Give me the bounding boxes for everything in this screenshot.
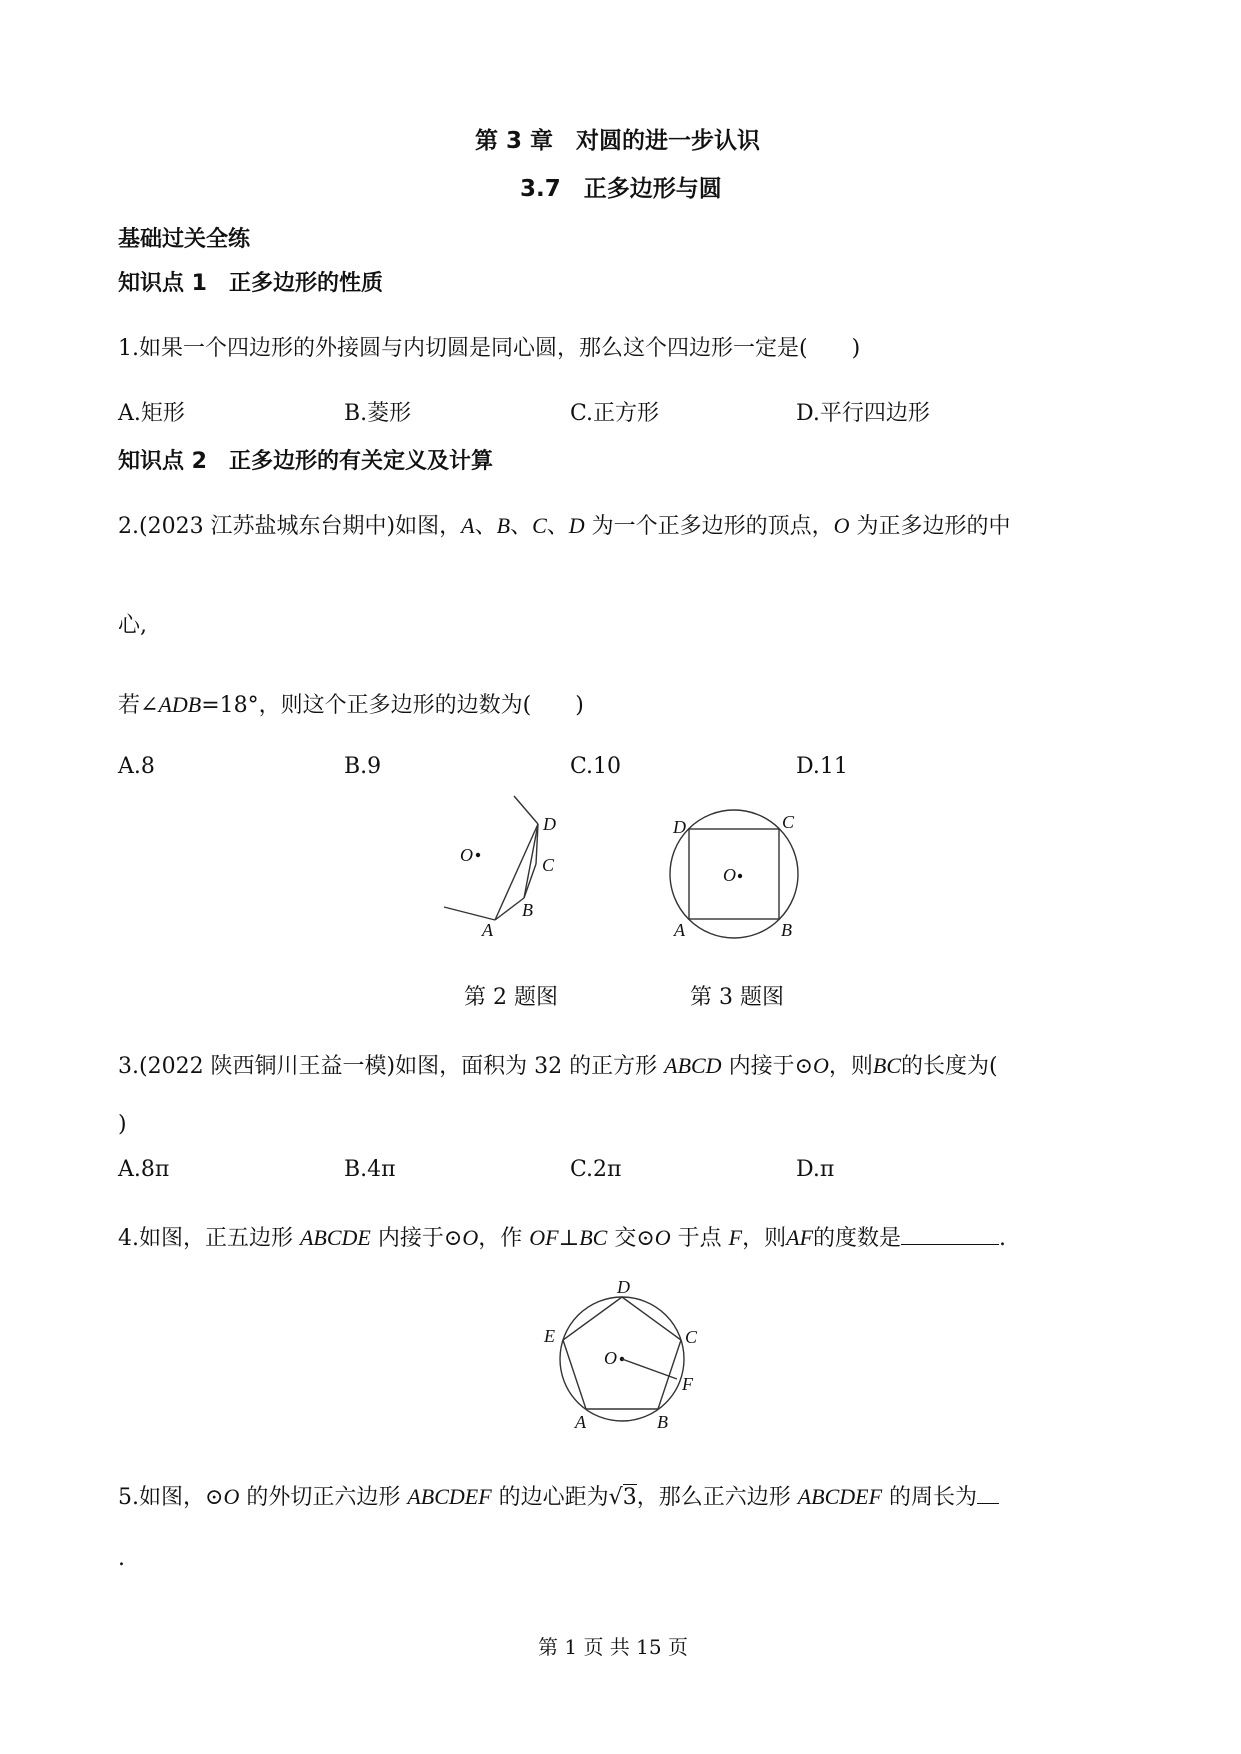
- figure-4-inscribed-pentagon: [540, 1278, 720, 1438]
- q3-option-a: A.8π: [118, 1157, 170, 1182]
- question-4-text: 4.如图，正五边形 ABCDE 内接于⊙O，作 OF⊥BC 交⊙O 于点 F，则AF的度数是 .: [118, 1221, 1006, 1252]
- fig4-label-f: F: [682, 1374, 693, 1394]
- q1-option-a: A.矩形: [118, 401, 185, 426]
- fig4-label-e: E: [544, 1326, 555, 1346]
- knowledge-point-2: 知识点 2 正多边形的有关定义及计算: [118, 449, 493, 474]
- figure-3-inscribed-square: [660, 800, 810, 950]
- question-1-text: 1.如果一个四边形的外接圆与内切圆是同心圆，那么这个四边形一定是( ): [118, 336, 861, 361]
- practice-title: 基础过关全练: [118, 227, 251, 252]
- figure-2-polygon-diagram: [440, 790, 580, 940]
- q2-option-b: B.9: [344, 754, 382, 779]
- fig3-label-a: A: [674, 920, 685, 940]
- question-3-line-2: ): [118, 1112, 127, 1137]
- question-2-line-3: 若∠ADB=18°，则这个正多边形的边数为( ): [118, 692, 584, 718]
- q1-option-d: D.平行四边形: [796, 401, 930, 426]
- question-3-line-1: 3.(2022 陕西铜川王益一模)如图，面积为 32 的正方形 ABCD 内接于⊙O，则BC的长度为(: [118, 1053, 998, 1079]
- page-footer: 第 1 页 共 15 页: [538, 1635, 688, 1659]
- q3-option-c: C.2π: [570, 1157, 622, 1182]
- q3-option-d: D.π: [796, 1157, 835, 1182]
- fig3-label-d: D: [673, 817, 686, 837]
- question-2-line-1: 2.(2023 江苏盐城东台期中)如图，A、B、C、D 为一个正多边形的顶点，O 为正多边形的中: [118, 513, 1011, 539]
- chapter-title: 第 3 章 对圆的进一步认识: [475, 128, 761, 154]
- fig3-label-o: O: [723, 865, 736, 885]
- fig2-label-c: C: [542, 855, 555, 875]
- fig2-label-a: A: [482, 920, 493, 940]
- q1-option-c: C.正方形: [570, 401, 660, 426]
- question-5-line-2: .: [118, 1546, 125, 1571]
- q2-option-a: A.8: [118, 754, 155, 779]
- sqrt-radicand: 3: [622, 1485, 637, 1510]
- fig4-label-d: D: [617, 1278, 630, 1297]
- fig4-label-c: C: [685, 1327, 698, 1347]
- knowledge-point-1: 知识点 1 正多边形的性质: [118, 271, 383, 296]
- answer-blank: [901, 1222, 999, 1245]
- arc-bc: BC: [872, 1053, 902, 1078]
- q1-option-b: B.菱形: [344, 401, 412, 426]
- arc-af: AF: [786, 1225, 814, 1250]
- fig2-label-o: O: [460, 845, 473, 865]
- fig2-label-d: D: [543, 814, 556, 834]
- q2-option-c: C.10: [570, 754, 622, 779]
- fig4-label-b: B: [657, 1412, 668, 1432]
- sqrt-symbol: √: [608, 1485, 623, 1510]
- section-title: 3.7 正多边形与圆: [520, 176, 722, 202]
- question-5-line-1: 5.如图，⊙O 的外切正六边形 ABCDEF 的边心距为√3，那么正六边形 ABCDEF 的周长为: [118, 1480, 999, 1511]
- q3-option-b: B.4π: [344, 1157, 396, 1182]
- fig2-label-b: B: [522, 900, 533, 920]
- fig3-label-b: B: [781, 920, 792, 940]
- question-2-line-2: 心,: [118, 613, 147, 638]
- fig3-label-c: C: [782, 812, 795, 832]
- answer-blank: [977, 1481, 999, 1504]
- fig4-label-o: O: [604, 1348, 617, 1368]
- q2-option-d: D.11: [796, 754, 848, 779]
- fig4-label-a: A: [575, 1412, 586, 1432]
- figure-3-caption: 第 3 题图: [690, 985, 784, 1010]
- figure-2-caption: 第 2 题图: [464, 985, 558, 1010]
